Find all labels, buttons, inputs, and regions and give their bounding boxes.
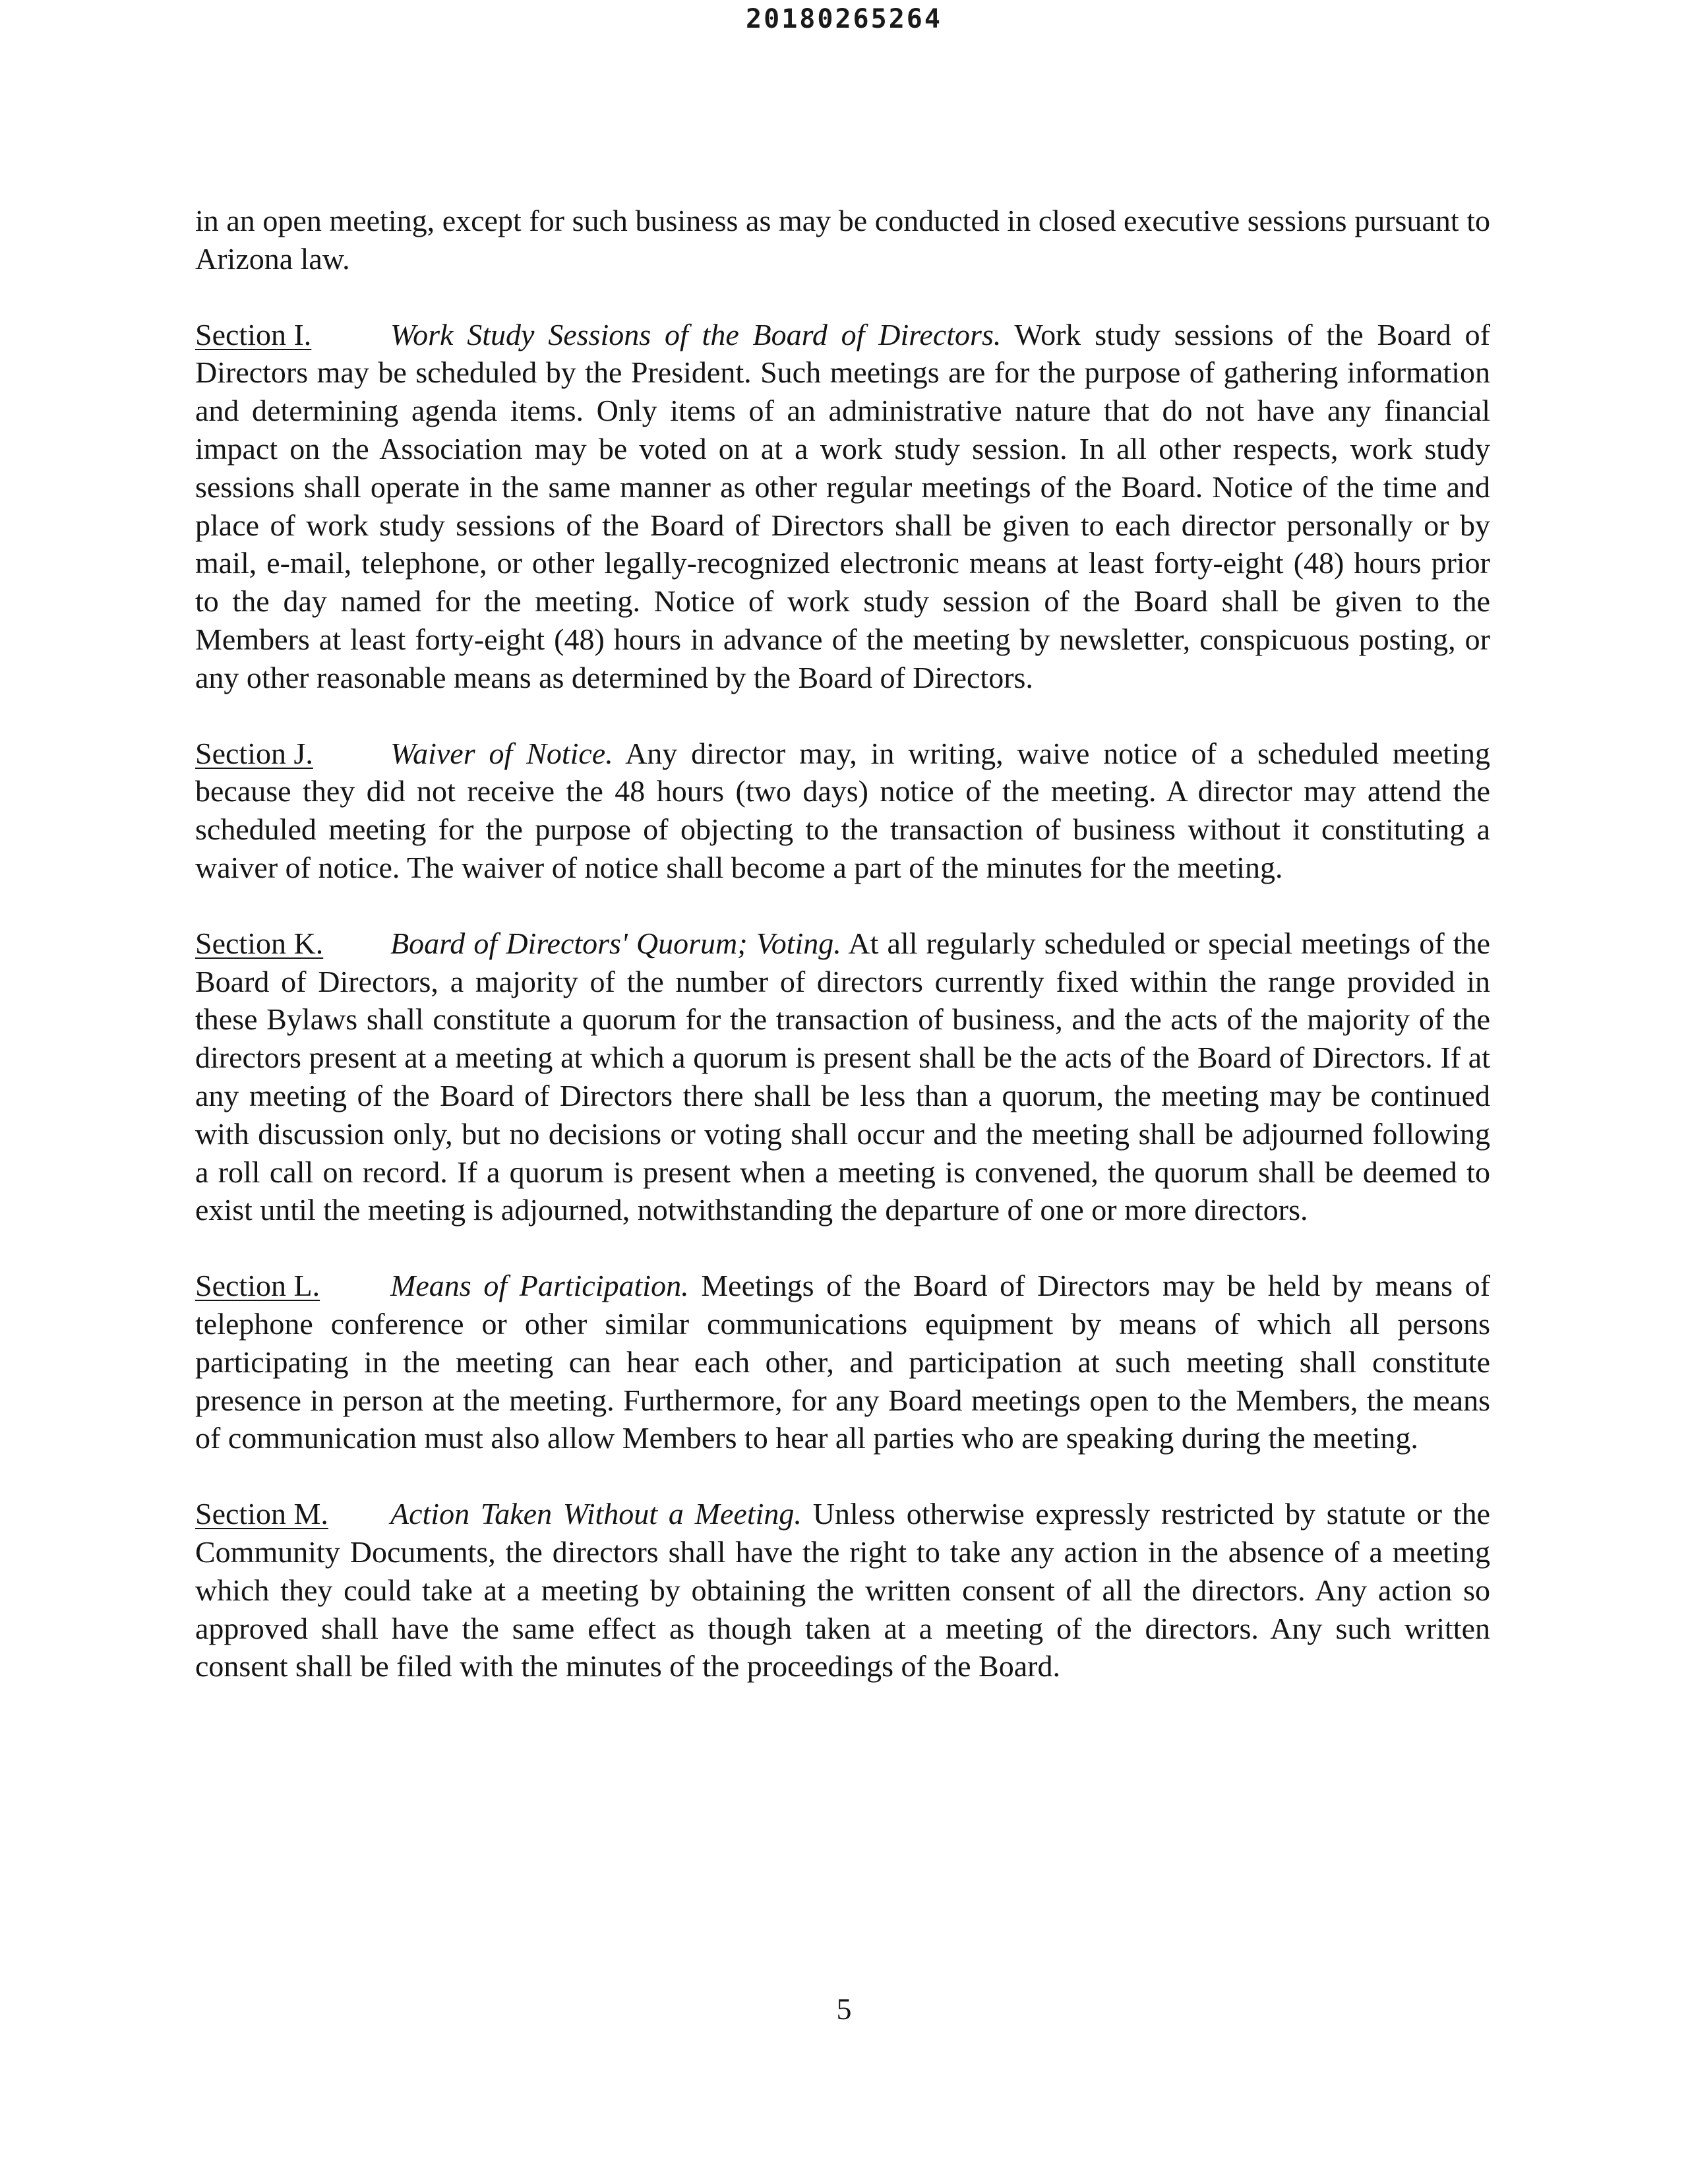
section-k-body: At all regularly scheduled or special meetings of the Board of Directors, a majority of the number of directors currently fixed within the range provided in these Bylaws shall constitute a quorum for the transaction of business, and the acts of the majority of the directors present at a meeting at which a quorum is present shall be the acts of the Board of Directors. If at any meeting of the Board of Directors there shall be less than a quorum, the meeting may be continued with discussion only, but no decisions or voting shall occur and the meeting shall be adjourned following a roll call on record. If a quorum is present when a meeting is convened, the quorum shall be deemed to exist until the meeting is adjourned, notwithstanding the departure of one or more directors.	[195, 926, 1490, 1227]
section-m-body: Unless otherwise expressly restricted by statute or the Community Documents, the directors shall have the right to take any action in the absence of a meeting which they could take at a meeting by obtaining the written consent of all the directors. Any action so approved shall have the same effect as though taken at a meeting of the directors. Any such written consent shall be filed with the minutes of the proceedings of the Board.	[195, 1497, 1491, 1684]
page-number: 5	[836, 1992, 852, 2026]
section-l-title: Means of Participation.	[390, 1269, 689, 1303]
section-j-paragraph	[195, 735, 1490, 887]
section-i-title: Work Study Sessions of the Board of Directors.	[390, 317, 1002, 351]
section-i-body: Work study sessions of the Board of Directors may be scheduled by the President. Such meetings are for the purpose of gathering information and determining agenda items. Only items of an administrative nature that do not have any financial impact on the Association may be voted on at a work study session. In all other respects, work study sessions shall operate in the same manner as other regular meetings of the Board. Notice of the time and place of work study sessions of the Board of Directors shall be given to each director personally or by mail, e-mail, telephone, or other legally-recognized electronic means at least forty-eight (48) hours prior to the day named for the meeting. Notice of work study session of the Board shall be given to the Members at least forty-eight (48) hours in advance of the meeting by newsletter, conspicuous posting, or any other reasonable means as determined by the Board of Directors.	[195, 317, 1490, 694]
section-m-paragraph	[195, 1495, 1490, 1685]
document-body	[195, 202, 1490, 1723]
section-k-paragraph	[195, 925, 1490, 1229]
section-j-body: Any director may, in writing, waive notice of a scheduled meeting because they did not receive the 48 hours (two days) notice of the meeting. A director may attend the scheduled meeting for the purpose of objecting to the transaction of business without it constituting a waiver of notice. The waiver of notice shall become a part of the minutes for the meeting.	[195, 736, 1490, 884]
section-k-label: Section K.	[195, 926, 324, 960]
section-i-label: Section I.	[195, 317, 312, 351]
section-i-paragraph	[195, 316, 1490, 697]
section-l-paragraph	[195, 1267, 1490, 1457]
section-m-title: Action Taken Without a Meeting.	[390, 1497, 802, 1531]
section-j-title: Waiver of Notice.	[390, 736, 613, 770]
section-l-body: Meetings of the Board of Directors may be held by means of telephone conference or other similar communications equipment by means of which all persons participating in the meeting can hear each other, and participation at such meeting shall constitute presence in person at the meeting. Furthermore, for any Board meetings open to the Members, the means of communication must also allow Members to hear all parties who are speaking during the meeting.	[195, 1269, 1490, 1455]
section-j-label: Section J.	[195, 736, 313, 770]
section-k-title: Board of Directors' Quorum; Voting.	[390, 926, 841, 960]
intro-paragraph: in an open meeting, except for such business as may be conducted in closed executive sessions pursuant to Arizona law.	[195, 204, 1490, 276]
document-number: 20180265264	[746, 4, 942, 34]
section-l-label: Section L.	[195, 1269, 320, 1303]
section-m-label: Section M.	[195, 1497, 328, 1531]
